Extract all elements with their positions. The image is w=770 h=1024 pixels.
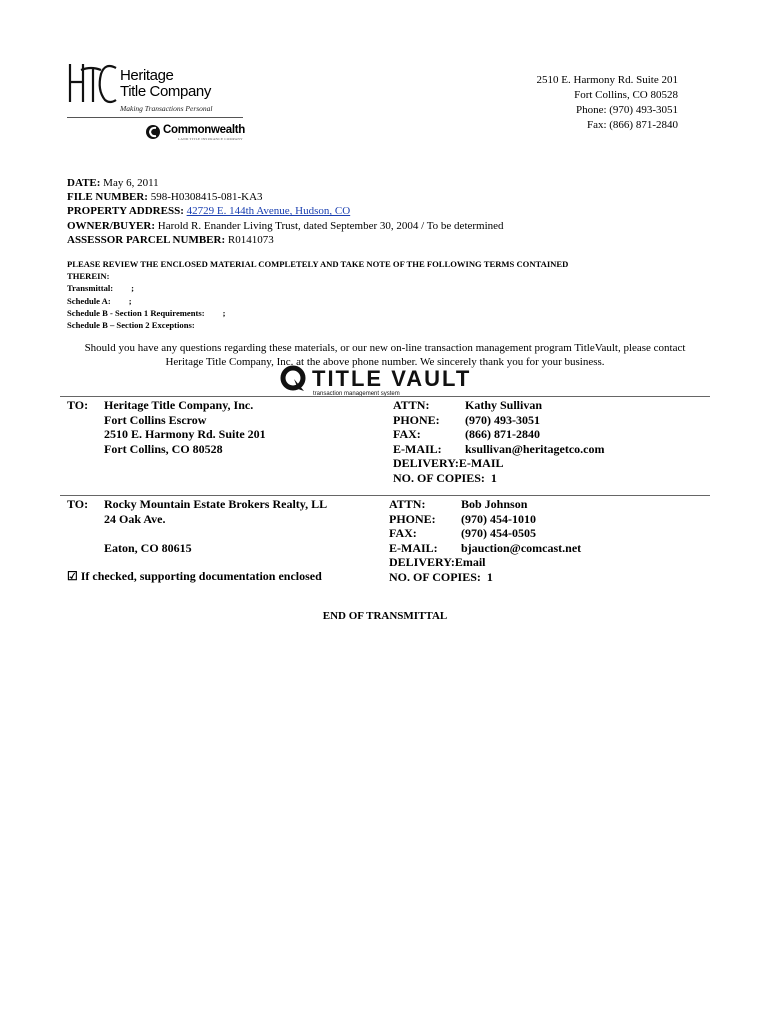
company-tagline: Making Transactions Personal xyxy=(120,104,213,113)
underwriter-name: Commonwealth xyxy=(163,124,246,136)
recipient2-address: Rocky Mountain Estate Brokers Realty, LL 24 Oak Ave. Eaton, CO 80615 xyxy=(104,497,328,555)
contact-message: Should you have any questions regarding these materials, or our new on-line transaction management program TitleVault, please contact Heritage Title Company, Inc. at the above phone number. We sincerely thank you for your business. xyxy=(84,342,686,368)
underwriter-subtitle: LAND TITLE INSURANCE COMPANY xyxy=(178,137,243,141)
recipient1-contact: ATTN: Kathy Sullivan PHONE: (970) 493-3051 FAX: (866) 871-2840 E-MAIL: ksullivan@heritagetco.com DELIVERY:E-MAIL NO. OF COPIES: 1 xyxy=(393,398,605,485)
recipient1-to-label: TO: xyxy=(67,398,89,412)
recipient2-to-label: TO: xyxy=(67,497,89,511)
date-value: May 6, 2011 xyxy=(103,177,159,189)
owner-value: Harold R. Enander Living Trust, dated September 30, 2004 / To be determined xyxy=(157,219,504,232)
terms-section: PLEASE REVIEW THE ENCLOSED MATERIAL COMPLETELY AND TAKE NOTE OF THE FOLLOWING TERMS CONTAINED THEREIN: Transmittal: ; Schedule A: ; Schedule B - Section 1 Requirements: ; Schedule B – Section 2 Exceptions: xyxy=(67,259,569,331)
company-logo-name: Heritage Title Company xyxy=(120,67,211,100)
recipient1-address: Heritage Title Company, Inc. Fort Collins Escrow 2510 E. Harmony Rd. Suite 201 Fort Collins, CO 80528 xyxy=(104,398,266,456)
titlevault-logo-icon xyxy=(280,365,492,397)
file-details: DATE: May 6, 2011 FILE NUMBER: 598-H0308415-081-KA3 PROPERTY ADDRESS: 42729 E. 144th Avenue, Hudson, CO OWNER/BUYER: Harold R. Enander Living Trust, dated September 30, 2004 / To be determined ASSESSOR PARCEL NUMBER: R0141073 xyxy=(67,177,504,246)
file-number-value: 598-H0308415-081-KA3 xyxy=(150,191,263,204)
logo-divider xyxy=(67,117,243,118)
end-of-transmittal: END OF TRANSMITTAL xyxy=(322,610,448,622)
parcel-value: R0141073 xyxy=(227,233,274,246)
recipient2-contact: ATTN: Bob Johnson PHONE: (970) 454-1010 FAX: (970) 454-0505 E-MAIL: bjauction@comcast.net DELIVERY:Email NO. OF COPIES: 1 xyxy=(389,497,582,584)
titlevault-name: TITLE VAULT xyxy=(312,366,472,391)
company-address: 2510 E. Harmony Rd. Suite 201 Fort Collins, CO 80528 Phone: (970) 493-3051 Fax: (866) 871-2840 xyxy=(536,74,678,131)
recipient1-email: ksullivan@heritagetco.com xyxy=(465,441,605,456)
property-address-link[interactable]: 42729 E. 144th Avenue, Hudson, CO xyxy=(186,205,351,218)
commonwealth-logo-icon xyxy=(146,124,160,140)
divider xyxy=(60,396,710,397)
htc-logo-icon xyxy=(67,60,117,106)
documentation-checkbox[interactable]: ☑ If checked, supporting documentation enclosed xyxy=(67,569,322,583)
recipient2-email: bjauction@comcast.net xyxy=(461,540,582,555)
titlevault-subtitle: transaction management system xyxy=(313,391,400,397)
checkbox-checked-icon[interactable]: ☑ xyxy=(67,569,78,583)
divider xyxy=(60,495,710,496)
